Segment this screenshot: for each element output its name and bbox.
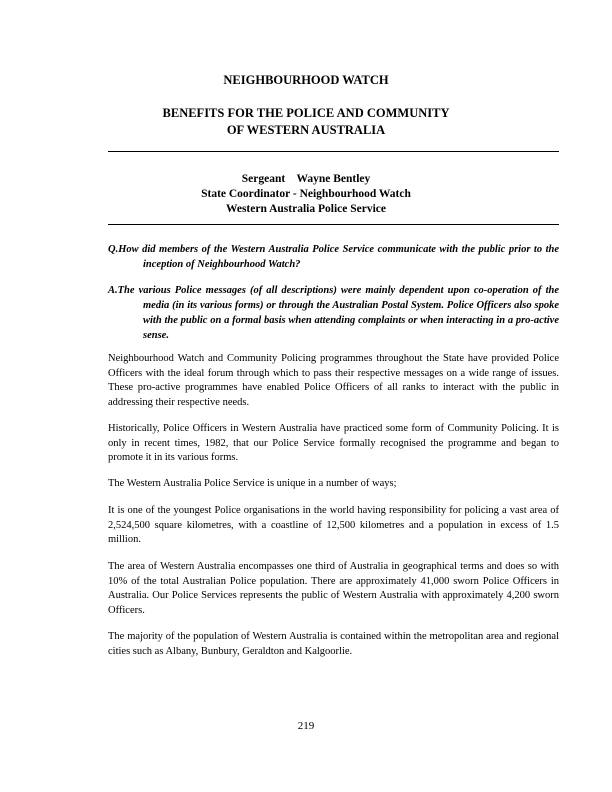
document-subtitle-line-2: OF WESTERN AUSTRALIA bbox=[226, 123, 386, 137]
body-paragraph: It is one of the youngest Police organisations in the world having responsibility for policing a vast area of 2,524,500 square kilometres, with a coastline of 12,500 kilometres and a population in excess of 1.5 million. bbox=[108, 505, 559, 545]
body-paragraph: The majority of the population of Western Australia is contained within the metropolitan area and regional cities such as Albany, Bunbury, Geraldton and Kalgoorlie. bbox=[108, 631, 559, 657]
body-paragraph: The area of Western Australia encompasses one third of Australia in geographical terms and does so with 10% of the total Australian Police population. There are approximately 41,000 sworn Police Officers in Australia. Our Police Services represents the public of Western Australia with approximately 4,200 sworn Officers. bbox=[108, 561, 559, 616]
author-position: State Coordinator - Neighbourhood Watch bbox=[201, 188, 411, 200]
page-number: 219 bbox=[297, 720, 315, 732]
document-subtitle-line-1: BENEFITS FOR THE POLICE AND COMMUNITY bbox=[162, 106, 450, 120]
body-paragraph: The Western Australia Police Service is unique in a number of ways; bbox=[108, 478, 397, 489]
top-divider bbox=[108, 151, 559, 152]
body-paragraph: Historically, Police Officers in Western Australia have practiced some form of Community Policing. It is only in recent times, 1982, that our Police Service formally recognised the programme and began to promote it in its various forms. bbox=[108, 423, 559, 463]
bottom-divider bbox=[108, 224, 559, 225]
document-title: NEIGHBOURHOOD WATCH bbox=[223, 73, 389, 87]
body-paragraph: Neighbourhood Watch and Community Policing programmes throughout the State have provided Police Officers with the ideal forum through which to pass their respective messages on a wide range of issues. These pro-active programmes have enabled Police Officers of all ranks to interact with the public in addressing their respective needs. bbox=[108, 353, 559, 408]
question-text: Q.How did members of the Western Australia Police Service communicate with the public prior to the inception of Neighbourhood Watch? bbox=[108, 244, 559, 270]
author-name: Sergeant Wayne Bentley bbox=[241, 173, 371, 185]
answer-text: A.The various Police messages (of all descriptions) were mainly dependent upon co-operation of the media (in its various forms) or through the Australian Postal System. Police Officers also spoke with the public on a formal basis when attending complaints or when interacting in a pro-active sense. bbox=[108, 285, 559, 341]
author-organisation: Western Australia Police Service bbox=[225, 203, 386, 215]
